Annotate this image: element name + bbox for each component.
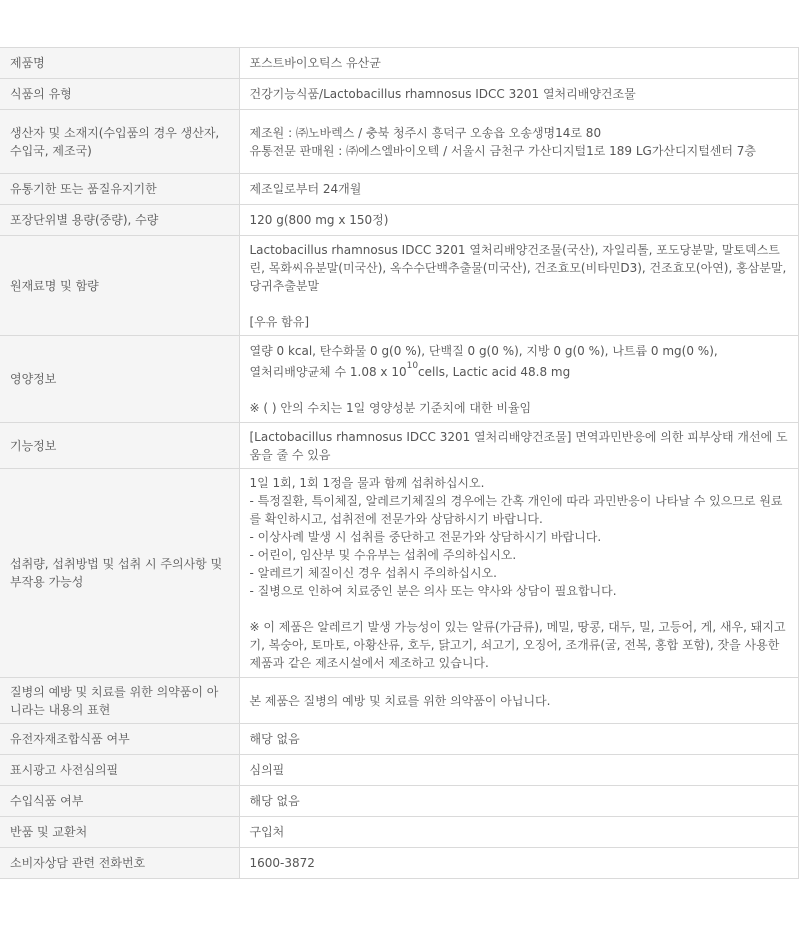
row-value [239,848,799,879]
row-label: 섭취량, 섭취방법 및 섭취 시 주의사항 및 부작용 가능성 [0,469,239,678]
table-row-expiration [0,174,799,205]
value-line: 120 g(800 mg x 150정) [249,213,389,227]
row-value [239,236,799,336]
row-label: 영양정보 [0,336,239,423]
table-row-not-medicine [0,678,799,724]
value-line: 열량 0 kcal, 탄수화물 0 g(0 %), 단백질 0 g(0 %), 지방 0 g(0 %), 나트륨 0 mg(0 %), [249,343,718,358]
blank-line [250,600,789,618]
row-value [239,48,799,79]
table-row-phone [0,848,799,879]
product-info-table [0,47,799,879]
row-value [239,174,799,205]
product-info-table-wrapper [0,47,799,879]
row-label: 수입식품 여부 [0,786,239,817]
table-row-package-quantity [0,205,799,236]
value-line: 심의필 [249,763,285,777]
value-line: Lactobacillus rhamnosus IDCC 3201 열처리배양건조물(국산), 자일리톨, 포도당분말, 말토덱스트린, 목화씨유분말(미국산), 옥수수단백추출물(미국산), 건조효모(비타민D3), 건조효모(아연), 홍삼분말, 당귀추출분말 [249,242,787,293]
value-line: 1일 1회, 1회 1정을 물과 함께 섭취하십시오. [249,476,485,490]
row-value [239,205,799,236]
allergen-facility-notice: ※ 이 제품은 알레르기 발생 가능성이 있는 알류(가금류), 메밀, 땅콩, 대두, 밀, 고등어, 게, 새우, 돼지고기, 복숭아, 토마토, 아황산류, 호두, 닭고기, 쇠고기, 오징어, 조개류(굴, 전복, 홍합 포함), 잣을 사용한 제품과 같은 제조시설에서 제조하고 있습니다. [249,620,786,670]
value-line: [Lactobacillus rhamnosus IDCC 3201 열처리배양건조물] 면역과민반응에 의한 피부상태 개선에 도움을 줄 수 있음 [249,429,788,462]
table-row-manufacturer [0,110,799,174]
row-label: 제품명 [0,48,239,79]
row-label: 유통기한 또는 품질유지기한 [0,174,239,205]
allergen-notice: [우유 함유] [249,314,310,329]
table-row-ingredients [0,236,799,336]
value-line: - 이상사례 발생 시 섭취를 중단하고 전문가와 상담하시기 바랍니다. [249,530,602,544]
value-line: 구입처 [249,825,285,839]
table-row-imported [0,786,799,817]
table-row-gmo [0,724,799,755]
blank-line [250,381,789,399]
row-label: 원재료명 및 함량 [0,236,239,336]
row-value [239,423,799,469]
value-line: 유통전문 판매원 : ㈜에스엘바이오텍 / 서울시 금천구 가산디지털1로 189 LG가산디지털센터 7층 [249,143,757,158]
row-value [239,336,799,423]
row-label: 포장단위별 용량(중량), 수량 [0,205,239,236]
value-line: 본 제품은 질병의 예방 및 치료를 위한 의약품이 아닙니다. [249,693,551,708]
value-line: - 질병으로 인하여 치료중인 분은 의사 또는 약사와 상담이 필요합니다. [249,584,617,598]
row-value [239,724,799,755]
row-label: 식품의 유형 [0,79,239,110]
blank-line [250,295,789,313]
nutrition-note: ※ ( ) 안의 수치는 1일 영양성분 기준치에 대한 비율임 [249,400,532,415]
row-label: 반품 및 교환처 [0,817,239,848]
row-label: 유전자재조합식품 여부 [0,724,239,755]
table-row-intake-cautions [0,469,799,678]
row-value [239,678,799,724]
table-row-food-type [0,79,799,110]
value-line: 건강기능식품/Lactobacillus rhamnosus IDCC 3201 열처리배양건조물 [249,87,636,101]
value-line: 포스트바이오틱스 유산균 [249,56,381,70]
row-label: 기능정보 [0,423,239,469]
value-line: - 알레르기 체질이신 경우 섭취시 주의하십시오. [249,566,497,580]
table-row-product-name [0,48,799,79]
value-line: - 특정질환, 특이체질, 알레르기체질의 경우에는 간혹 개인에 따라 과민반응이 나타날 수 있으므로 원료를 확인하시고, 섭취전에 전문가와 상담하시기 바랍니다. [249,494,783,526]
row-value [239,817,799,848]
cell-count-line [249,360,789,381]
row-label: 질병의 예방 및 치료를 위한 의약품이 아니라는 내용의 표현 [0,678,239,724]
value-line: - 어린이, 임산부 및 수유부는 섭취에 주의하십시오. [249,548,517,562]
table-row-function [0,423,799,469]
table-row-returns [0,817,799,848]
value-line: 해당 없음 [249,794,300,808]
table-row-nutrition [0,336,799,423]
value-line: 제조일로부터 24개월 [249,182,362,196]
row-label: 소비자상담 관련 전화번호 [0,848,239,879]
row-label: 표시광고 사전심의필 [0,755,239,786]
cell-count-prefix: 열처리배양균체 수 1.08 x 10 [249,364,407,379]
value-line: 해당 없음 [249,732,300,746]
row-label: 생산자 및 소재지(수입품의 경우 생산자, 수입국, 제조국) [0,110,239,174]
row-value [239,755,799,786]
value-line: 1600-3872 [249,856,315,870]
row-value [239,79,799,110]
cell-count-exponent: 10 [406,360,419,371]
row-value [239,786,799,817]
cell-count-suffix: cells, Lactic acid 48.8 mg [418,364,571,379]
table-row-ad-review [0,755,799,786]
row-value [239,469,799,678]
row-value [239,110,799,174]
value-line: 제조원 : ㈜노바렉스 / 충북 청주시 흥덕구 오송읍 오송생명14로 80 [249,125,602,140]
